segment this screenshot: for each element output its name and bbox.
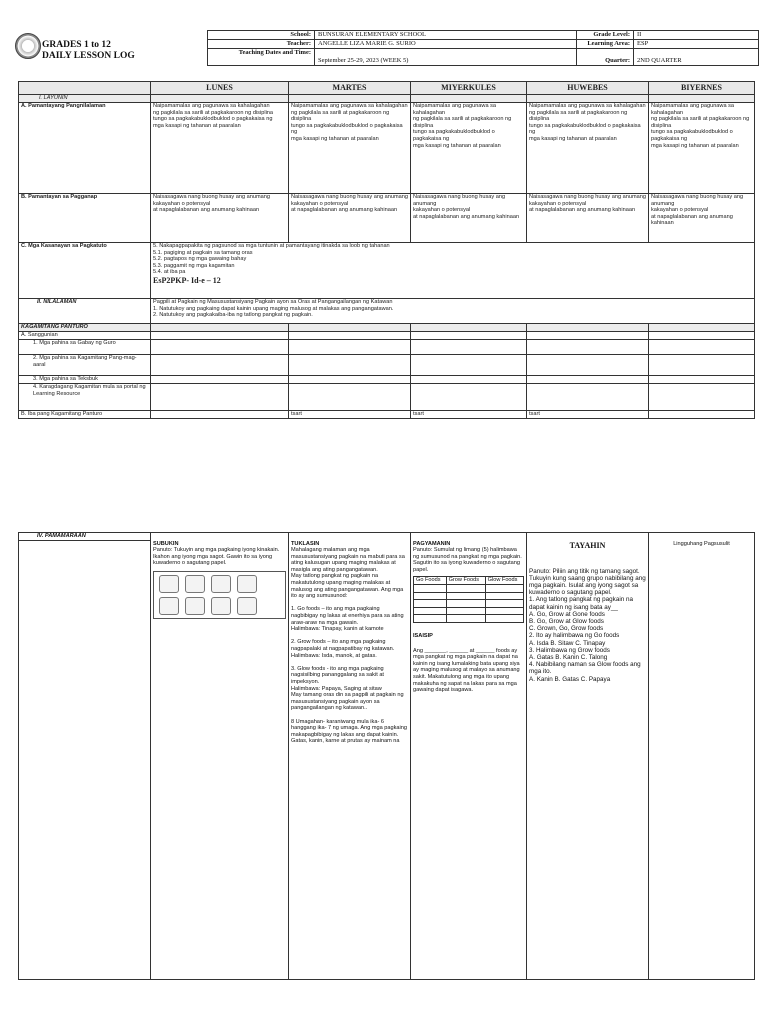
mini-header: Glow Foods xyxy=(485,577,523,585)
food-picture xyxy=(185,575,205,593)
subukin-title: SUBUKIN xyxy=(153,540,179,547)
food-picture xyxy=(185,597,205,615)
pamamaraan-heading: IV. PAMAMARAAN xyxy=(19,533,151,541)
gabay-ng-guro-label: 1. Mga pahina sa Gabay ng Guro xyxy=(19,340,151,355)
biyernes-cell xyxy=(649,541,755,980)
dates-value: September 25-29, 2023 (WEEK 5) xyxy=(315,49,577,66)
day-header-miyerkules: MIYERKULES xyxy=(411,82,527,95)
learning-area-label: Learning Area: xyxy=(577,40,634,49)
pamamaraan-label-cell xyxy=(19,541,151,980)
quarter-label: Quarter: xyxy=(577,49,634,66)
tayahin-text: Panuto: Piliin ang titik ng tamang sagot. Tukuyin kung saang grupo nabibilang ang mga pagkain. Isulat ang iyong sagot sa kuwaderno o sagutang papel. 1. Ang tatlong pangkat ng pagkain na dapat kainin ng isang bata ay__ A. Go, Grow at Gone foods B. Go, Grow at Glow foods C. Grown, Go, Grow foods 2. Ito ay halimbawa ng Go foods A. Isda B. Sitaw C. Tinapay 3. Halimbawa ng Grow foods A. Gatas B. Kanin C. Talong 4. Nabibilang naman sa Glow foods ang mga ito. A. Kanin B. Gatas C. Papaya xyxy=(529,567,646,683)
tsart-lunes xyxy=(151,411,289,419)
grade-level-value: II xyxy=(634,31,759,40)
tuklasin-text: Mahalagang malaman ang mga masusustansiyang pagkain na mabuti para sa ating kalusugan upang maging malakas at masigla ang ating pangangatawan. May tatlong pangkat ng pagkain na makatutulong upang maging malakas at malusog ang ating pangangatawan. Ang mga ito ay ang sumusunod: 1. Go foods – ito ang mga pagkaing nagbibigay ng lakas at enerhiya para sa ating araw-araw na mga gawain. Halimbawa: Tinapay, kanin at kamote 2. Grow foods – ito ang mga pagkaing nagpapalaki at nagpapatibay ng katawan. Halimbawa: Isda, manok, at gatas. 3. Glow foods - ito ang mga pagkaing nagsisilbing pananggalang sa sakit at impeksyon. Halimbawa: Papaya, Saging at sitaw May tamang oras din sa pagpili at pagkain ng masusustansiyang pagkain ayon sa pangangailangan ng katawan.. 8 Umagahan- karaniwang mula ika- 6 hanggang ika- 7 ng umaga. Ang mga pagkaing makapagbibigay ng lakas ang dapat kainin. Gatas, kanin, karne at prutas ay mainam na xyxy=(291,547,408,745)
tayahin-title: TAYAHIN xyxy=(569,540,606,550)
content-standard-biyernes: Naipamamalas ang pagunawa sa kahalagahan ng pagkilala sa sarili at pagkakaroon ng disiplina tungo sa pagkakabuklodbuklod o pagkakaisa ng mga kasapi ng tahanan at paaralan xyxy=(649,103,755,194)
content-standard-lunes: Naipamamalas ang pagunawa sa kahalagahan ng pagkilala sa sarili at pagkakaroon ng disiplina tungo sa pagkakabuklodbuklod o pagkakaisa ng mga kasapi ng tahanan at paaralan xyxy=(151,103,289,194)
grade-level-label: Grade Level: xyxy=(577,31,634,40)
food-picture xyxy=(211,597,231,615)
iba-pang-kagamitan-label: B. Iba pang Kagamitang Panturo xyxy=(19,411,151,419)
deped-seal xyxy=(15,33,41,59)
tayahin-cell xyxy=(527,541,649,980)
tsart-biyernes xyxy=(649,411,755,419)
layunin-heading: I. LAYUNIN xyxy=(19,95,151,103)
tuklasin-title: TUKLASIN xyxy=(291,540,320,547)
sanggunian-label: A. Sanggunian xyxy=(19,332,151,340)
performance-standard-martes: Naisasagawa nang buong husay ang anumang kakayahan o potensyal at napaglalabanan ang anumang kahinaan xyxy=(289,194,411,243)
isaisip-text: Ang _______, ______ at ______ foods ay mga pangkat ng mga pagkain na dapat na kainin ng isang lumalaking bata upang siya ay maging malusog at malayo sa anumang sakit. Makatutulong ang mga ito upang makakuha ng sapat na lakas para sa mga gawaing dapat isagawa. xyxy=(413,647,520,694)
performance-standard-huwebes: Naisasagawa nang buong husay ang anumang kakayahan o potensyal at napaglalabanan ang anumang kahinaan xyxy=(527,194,649,243)
learning-area-value: ESP xyxy=(634,40,759,49)
form-title-line2: DAILY LESSON LOG xyxy=(42,51,135,61)
teacher-value: ANGELLE LIZA MARIE G. SURIO xyxy=(315,40,577,49)
content-standard-martes: Naipamamalas ang pagunawa sa kahalagahan ng pagkilala sa sarili at pagkakaroon ng disiplina tungo sa pagkakabuklodbuklod o pagkakaisa ng mga kasapi ng tahanan at paaralan xyxy=(289,103,411,194)
performance-standard-lunes: Naisasagawa nang buong husay ang anumang kakayahan o potensyal at napaglalabanan ang anumang kahinaan xyxy=(151,194,289,243)
day-header-lunes: LUNES xyxy=(151,82,289,95)
tsart-huwebes: tsart xyxy=(527,411,649,419)
content-standard-huwebes: Naipamamalas ang pagunawa sa kahalagahan ng pagkilala sa sarili at pagkakaroon ng disiplina tungo sa pagkakabuklodbuklod o pagkakaisa ng mga kasapi ng tahanan at paaralan xyxy=(527,103,649,194)
school-label: School: xyxy=(208,31,315,40)
teacher-label: Teacher: xyxy=(208,40,315,49)
kagamitang-pang-mag-aaral-label: 2. Mga pahina sa Kagamitang Pang-mag-aaral xyxy=(19,355,151,376)
food-picture xyxy=(211,575,231,593)
form-title-line1: GRADES 1 to 12 xyxy=(42,40,111,50)
header-info-table xyxy=(207,30,759,66)
food-picture xyxy=(237,575,257,593)
kagamitang-panturo-heading: KAGAMITANG PANTURO xyxy=(19,324,151,332)
nilalaman-objective-1: 1. Natutukoy ang pagkaing dapat kainin upang maging malusog at malakas ang pangangatawan. xyxy=(153,305,394,312)
day-header-martes: MARTES xyxy=(289,82,411,95)
competency-code: EsP2PKP- Id-e – 12 xyxy=(153,275,221,285)
food-picture xyxy=(159,597,179,615)
food-picture xyxy=(237,597,257,615)
mini-header: Go Foods xyxy=(414,577,447,585)
content-standard-miyerkules: Naipamamalas ang pagunawa sa kahalagahan ng pagkilala sa sarili at pagkakaroon ng disiplina tungo sa pagkakabuklodbuklod o pagkakaisa ng mga kasapi ng tahanan at paaralan xyxy=(411,103,527,194)
tuklasin-cell xyxy=(289,541,411,980)
lesson-log-grid xyxy=(18,81,755,419)
competencies-text: 5. Nakapagpapakita ng pagsunod sa mga tuntunin at pamantayang itinakda sa loob ng tahanan 5.1. pagiging at pagkain sa tamang oras 5.2. pagtapos ng mga gawaing bahay 5.3. paggamit ng mga kagamitan 5.4. at iba pa xyxy=(153,243,390,276)
school-value: BUNSURAN ELEMENTARY SCHOOL xyxy=(315,31,577,40)
competencies-cell xyxy=(151,243,755,299)
subukin-text: Panuto: Tukuyin ang mga pagkaing iyong kinakain. Ikahon ang iyong mga sagot. Gawin ito sa iyong kuwaderno o sagutang papel. xyxy=(153,547,280,567)
day-header-huwebes: HUWEBES xyxy=(527,82,649,95)
day-header-biyernes: BIYERNES xyxy=(649,82,755,95)
corner-cell xyxy=(19,82,151,95)
tsart-martes: tsart xyxy=(289,411,411,419)
isaisip-title: ISAISIP xyxy=(413,633,433,640)
form-title xyxy=(42,40,135,62)
pamantayang-pangnilalaman-label: A. Pamantayang Pangnilalaman xyxy=(19,103,151,194)
dates-label: Teaching Dates and Time: xyxy=(208,49,315,66)
pagyamanin-text: Panuto: Sumulat ng limang (5) halimbawa ng sumusunod na pangkat ng mga pagkain. Sagutin ito sa iyong kuwaderno o sagutang papel. xyxy=(413,547,522,573)
food-picture xyxy=(159,575,179,593)
pagyamanin-cell xyxy=(411,541,527,980)
lingguhang-pagsusulit: Lingguhang Pagsusulit xyxy=(673,540,730,547)
quarter-value: 2ND QUARTER xyxy=(634,49,759,66)
pamantayan-sa-pagganap-label: B. Pamantayan sa Pagganap xyxy=(19,194,151,243)
subukin-cell xyxy=(151,541,289,980)
pamamaraan-table xyxy=(18,532,755,980)
nilalaman-label: II. NILALAMAN xyxy=(19,299,151,324)
performance-standard-biyernes: Naisasagawa nang buong husay ang anumang kakayahan o potensyal at napaglalabanan ang anumang kahinaan xyxy=(649,194,755,243)
pagyamanin-title: PAGYAMANIN xyxy=(413,540,451,547)
learning-resource-label: 4. Karagdagang Kagamitan mula sa portal ng Learning Resource xyxy=(19,384,151,411)
performance-standard-miyerkules: Naisasagawa nang buong husay ang anumang kakayahan o potensyal at napaglalabanan ang anumang kahinaan xyxy=(411,194,527,243)
food-picture-box xyxy=(153,571,286,619)
teksbuk-label: 3. Mga pahina sa Teksbuk xyxy=(19,376,151,384)
nilalaman-objective-2: 2. Natutukoy ang pagkakaiba-iba ng tatlong pangkat ng pagkain. xyxy=(153,312,313,319)
food-group-mini-table xyxy=(413,576,524,623)
mini-header: Grow Foods xyxy=(446,577,485,585)
nilalaman-cell xyxy=(151,299,755,324)
tsart-miyerkules: tsart xyxy=(411,411,527,419)
mga-kasanayan-label: C. Mga Kasanayan sa Pagkatuto xyxy=(19,243,151,299)
nilalaman-topic: Pagpili at Pagkain ng Masusustansiyang Pagkain ayon sa Oras at Pangangailangan ng Katawan xyxy=(153,299,393,305)
